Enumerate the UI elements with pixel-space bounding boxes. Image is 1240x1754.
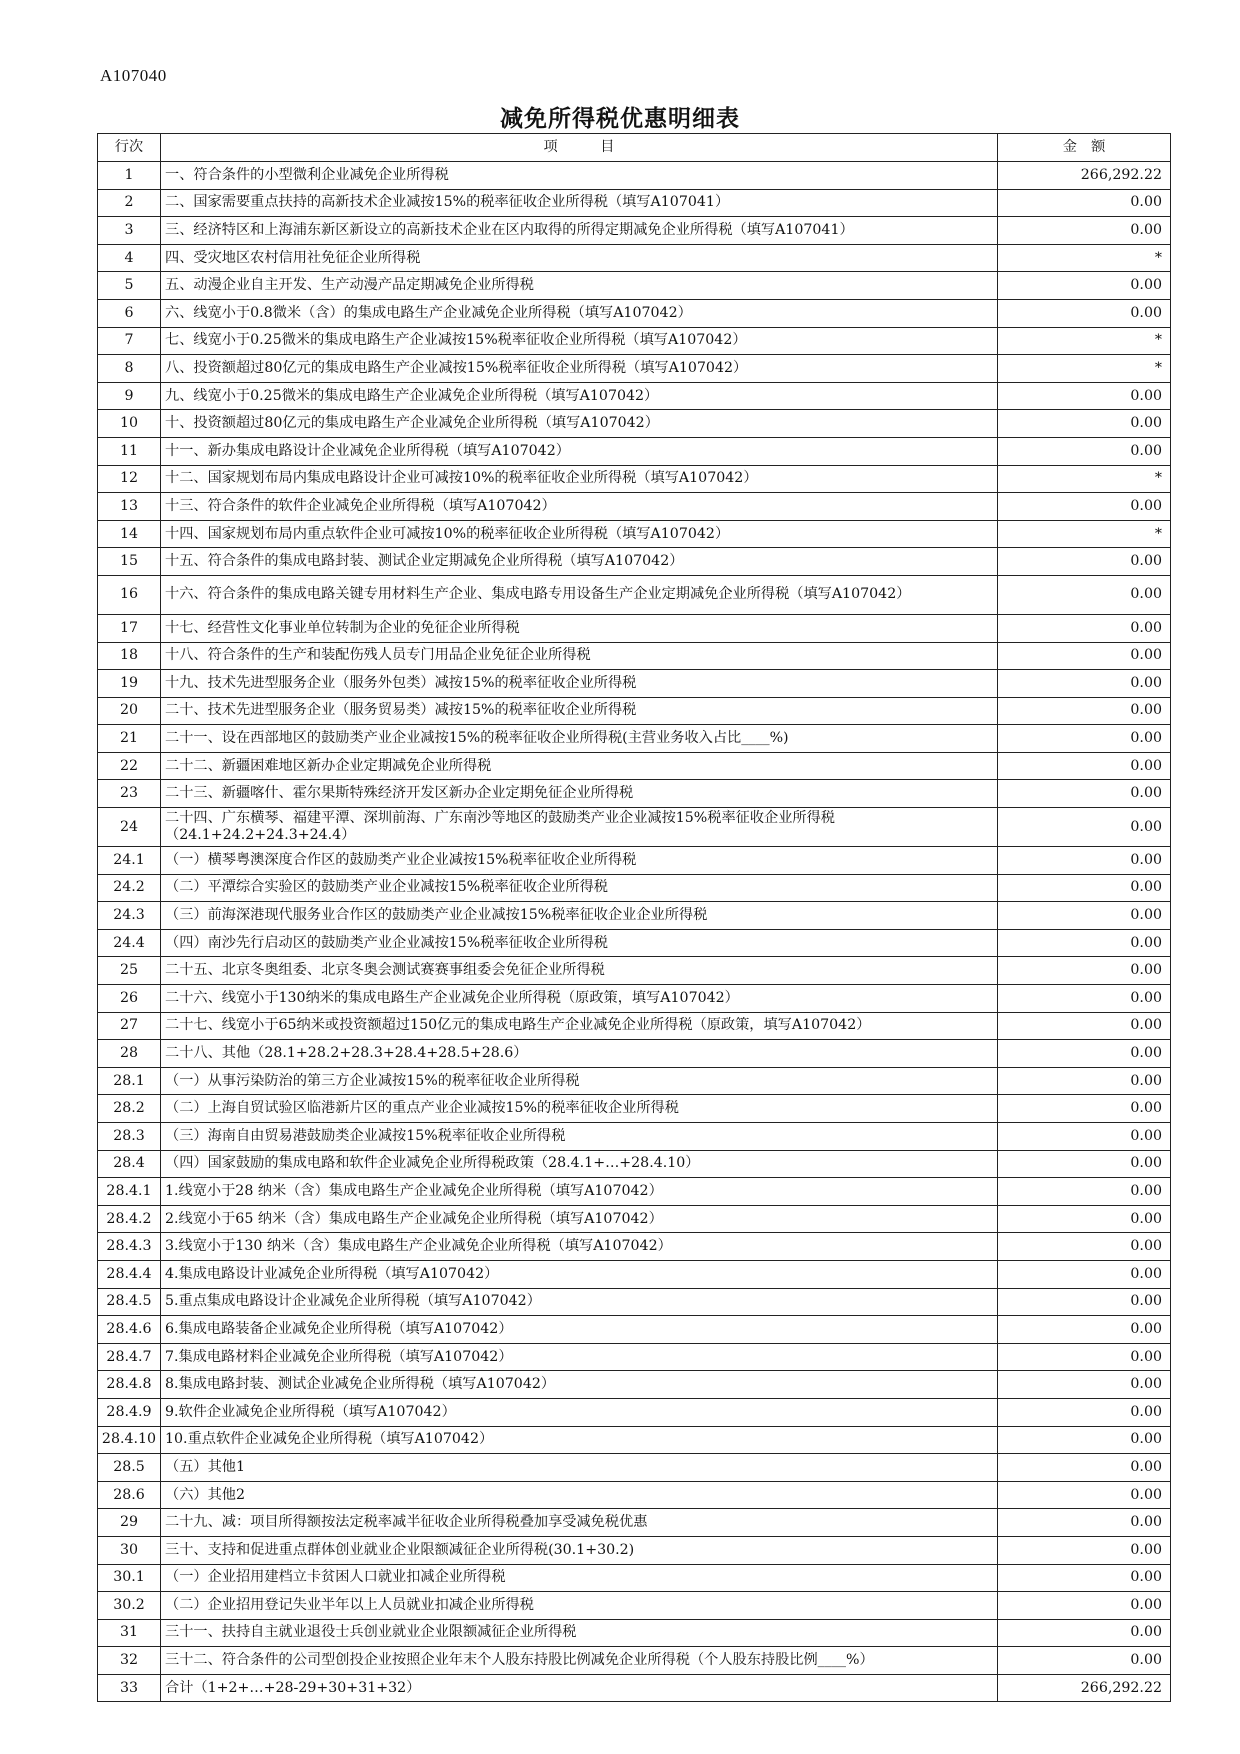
item-description-cell: 九、线宽小于0.25微米的集成电路生产企业减免企业所得税（填写A107042） — [161, 382, 998, 410]
row-number-cell: 15 — [98, 548, 161, 576]
amount-cell: 0.00 — [998, 1040, 1171, 1068]
row-number-cell: 13 — [98, 493, 161, 521]
amount-cell: 0.00 — [998, 1095, 1171, 1123]
table-row — [98, 1233, 1171, 1261]
table-row — [98, 929, 1171, 957]
table-row — [98, 327, 1171, 355]
amount-cell: 0.00 — [998, 1233, 1171, 1261]
item-description-cell: 十四、国家规划布局内重点软件企业可减按10%的税率征收企业所得税（填写A107042） — [161, 520, 998, 548]
table-row — [98, 1674, 1171, 1702]
row-number-cell: 30 — [98, 1536, 161, 1564]
item-description-cell: （二）上海自贸试验区临港新片区的重点产业企业减按15%的税率征收企业所得税 — [161, 1095, 998, 1123]
row-number-cell: 19 — [98, 670, 161, 698]
table-row — [98, 1454, 1171, 1482]
row-number-cell: 24 — [98, 808, 161, 847]
amount-cell: 0.00 — [998, 493, 1171, 521]
item-description-cell: 1.线宽小于28 纳米（含）集成电路生产企业减免企业所得税（填写A107042） — [161, 1178, 998, 1206]
table-row — [98, 957, 1171, 985]
table-body — [98, 162, 1171, 1702]
row-number-cell: 28.4.1 — [98, 1178, 161, 1206]
table-row — [98, 244, 1171, 272]
amount-cell: 0.00 — [998, 1426, 1171, 1454]
item-description-cell: 十八、符合条件的生产和装配伤残人员专门用品企业免征企业所得税 — [161, 642, 998, 670]
table-row — [98, 1592, 1171, 1620]
table-row — [98, 985, 1171, 1013]
item-description-cell: 2.线宽小于65 纳米（含）集成电路生产企业减免企业所得税（填写A107042） — [161, 1205, 998, 1233]
amount-cell: 0.00 — [998, 642, 1171, 670]
amount-cell: 0.00 — [998, 1205, 1171, 1233]
item-description-cell: 二十一、设在西部地区的鼓励类产业企业减按15%的税率征收企业所得税(主营业务收入占比____%) — [161, 725, 998, 753]
amount-cell: 0.00 — [998, 1178, 1171, 1206]
table-row — [98, 1647, 1171, 1675]
table-row — [98, 575, 1171, 614]
item-description-cell: 二、国家需要重点扶持的高新技术企业减按15%的税率征收企业所得税（填写A107041） — [161, 189, 998, 217]
amount-cell: 0.00 — [998, 780, 1171, 808]
row-number-cell: 32 — [98, 1647, 161, 1675]
table-row — [98, 465, 1171, 493]
row-number-cell: 11 — [98, 437, 161, 465]
row-number-cell: 30.1 — [98, 1564, 161, 1592]
tax-reduction-detail-table — [97, 133, 1171, 1702]
row-number-cell: 27 — [98, 1012, 161, 1040]
table-row — [98, 1564, 1171, 1592]
table-row — [98, 874, 1171, 902]
amount-cell: 0.00 — [998, 985, 1171, 1013]
amount-cell: * — [998, 465, 1171, 493]
row-number-cell: 28.6 — [98, 1481, 161, 1509]
table-row — [98, 1150, 1171, 1178]
row-number-cell: 26 — [98, 985, 161, 1013]
item-description-cell: 3.线宽小于130 纳米（含）集成电路生产企业减免企业所得税（填写A107042） — [161, 1233, 998, 1261]
table-row — [98, 1371, 1171, 1399]
item-description-cell: 十六、符合条件的集成电路关键专用材料生产企业、集成电路专用设备生产企业定期减免企业所得税（填写A107042） — [161, 575, 998, 614]
row-number-cell: 29 — [98, 1509, 161, 1537]
table-row — [98, 1067, 1171, 1095]
item-description-cell: 三十、支持和促进重点群体创业就业企业限额减征企业所得税(30.1+30.2) — [161, 1536, 998, 1564]
amount-cell: 0.00 — [998, 697, 1171, 725]
item-description-cell: 七、线宽小于0.25微米的集成电路生产企业减按15%税率征收企业所得税（填写A107042） — [161, 327, 998, 355]
row-number-cell: 28.4.9 — [98, 1398, 161, 1426]
table-row — [98, 189, 1171, 217]
row-number-cell: 5 — [98, 272, 161, 300]
amount-cell: * — [998, 244, 1171, 272]
amount-cell: 0.00 — [998, 752, 1171, 780]
row-number-cell: 28.4.10 — [98, 1426, 161, 1454]
item-description-cell: 一、符合条件的小型微利企业减免企业所得税 — [161, 162, 998, 190]
row-number-cell: 17 — [98, 614, 161, 642]
item-description-cell: 三、经济特区和上海浦东新区新设立的高新技术企业在区内取得的所得定期减免企业所得税（填写A107041） — [161, 217, 998, 245]
table-row — [98, 493, 1171, 521]
item-description-cell: 十九、技术先进型服务企业（服务外包类）减按15%的税率征收企业所得税 — [161, 670, 998, 698]
item-description-cell: （一）从事污染防治的第三方企业减按15%的税率征收企业所得税 — [161, 1067, 998, 1095]
row-number-cell: 21 — [98, 725, 161, 753]
amount-cell: 0.00 — [998, 929, 1171, 957]
amount-cell: 0.00 — [998, 410, 1171, 438]
table-row — [98, 162, 1171, 190]
item-description-cell: 十二、国家规划布局内集成电路设计企业可减按10%的税率征收企业所得税（填写A107042） — [161, 465, 998, 493]
amount-cell: 0.00 — [998, 189, 1171, 217]
item-description-cell: 六、线宽小于0.8微米（含）的集成电路生产企业减免企业所得税（填写A107042） — [161, 299, 998, 327]
amount-cell: * — [998, 520, 1171, 548]
amount-cell: 0.00 — [998, 614, 1171, 642]
row-number-cell: 28.4.3 — [98, 1233, 161, 1261]
row-number-cell: 23 — [98, 780, 161, 808]
item-description-cell: 二十九、减：项目所得额按法定税率减半征收企业所得税叠加享受减免税优惠 — [161, 1509, 998, 1537]
table-row — [98, 1481, 1171, 1509]
item-description-cell: 10.重点软件企业减免企业所得税（填写A107042） — [161, 1426, 998, 1454]
amount-cell: 0.00 — [998, 808, 1171, 847]
item-description-cell: 二十五、北京冬奥组委、北京冬奥会测试赛赛事组委会免征企业所得税 — [161, 957, 998, 985]
amount-cell: 0.00 — [998, 902, 1171, 930]
row-number-cell: 24.1 — [98, 847, 161, 875]
row-number-cell: 33 — [98, 1674, 161, 1702]
amount-cell: 0.00 — [998, 382, 1171, 410]
table-row — [98, 752, 1171, 780]
table-row — [98, 847, 1171, 875]
table-row — [98, 1509, 1171, 1537]
table-row — [98, 1095, 1171, 1123]
row-number-cell: 28.2 — [98, 1095, 161, 1123]
amount-cell: 0.00 — [998, 1454, 1171, 1482]
amount-cell: 0.00 — [998, 1012, 1171, 1040]
amount-cell: 0.00 — [998, 272, 1171, 300]
item-description-cell: 十一、新办集成电路设计企业减免企业所得税（填写A107042） — [161, 437, 998, 465]
table-row — [98, 299, 1171, 327]
table-row — [98, 808, 1171, 847]
row-number-cell: 28.4.7 — [98, 1343, 161, 1371]
item-description-cell: 十、投资额超过80亿元的集成电路生产企业减免企业所得税（填写A107042） — [161, 410, 998, 438]
table-row — [98, 1040, 1171, 1068]
amount-cell: 0.00 — [998, 1150, 1171, 1178]
amount-cell: 0.00 — [998, 217, 1171, 245]
item-description-cell: （一）企业招用建档立卡贫困人口就业扣减企业所得税 — [161, 1564, 998, 1592]
table-header-row — [98, 134, 1171, 162]
table-row — [98, 355, 1171, 383]
amount-cell: 0.00 — [998, 1316, 1171, 1344]
amount-cell: * — [998, 327, 1171, 355]
item-description-cell: 7.集成电路材料企业减免企业所得税（填写A107042） — [161, 1343, 998, 1371]
item-description-cell: （二）平潭综合实验区的鼓励类产业企业减按15%税率征收企业所得税 — [161, 874, 998, 902]
row-number-cell: 22 — [98, 752, 161, 780]
row-number-cell: 24.4 — [98, 929, 161, 957]
row-number-cell: 18 — [98, 642, 161, 670]
row-number-cell: 16 — [98, 575, 161, 614]
item-description-cell: 6.集成电路装备企业减免企业所得税（填写A107042） — [161, 1316, 998, 1344]
row-number-cell: 24.2 — [98, 874, 161, 902]
amount-cell: 0.00 — [998, 1592, 1171, 1620]
table-row — [98, 1012, 1171, 1040]
item-description-cell: （一）横琴粤澳深度合作区的鼓励类产业企业减按15%税率征收企业所得税 — [161, 847, 998, 875]
amount-cell: 0.00 — [998, 874, 1171, 902]
item-description-cell: 5.重点集成电路设计企业减免企业所得税（填写A107042） — [161, 1288, 998, 1316]
item-description-cell: 十七、经营性文化事业单位转制为企业的免征企业所得税 — [161, 614, 998, 642]
row-number-cell: 28.4.8 — [98, 1371, 161, 1399]
table-row — [98, 382, 1171, 410]
table-row — [98, 1398, 1171, 1426]
table-row — [98, 1123, 1171, 1151]
row-number-cell: 28.3 — [98, 1123, 161, 1151]
row-number-cell: 28.4 — [98, 1150, 161, 1178]
row-number-cell: 4 — [98, 244, 161, 272]
header-amount: 金 额 — [998, 134, 1171, 162]
row-number-cell: 28.4.5 — [98, 1288, 161, 1316]
row-number-cell: 7 — [98, 327, 161, 355]
amount-cell: 0.00 — [998, 548, 1171, 576]
amount-cell: 0.00 — [998, 1536, 1171, 1564]
row-number-cell: 2 — [98, 189, 161, 217]
row-number-cell: 14 — [98, 520, 161, 548]
item-description-cell: 二十八、其他（28.1+28.2+28.3+28.4+28.5+28.6） — [161, 1040, 998, 1068]
amount-cell: 0.00 — [998, 1619, 1171, 1647]
amount-cell: 0.00 — [998, 1260, 1171, 1288]
amount-cell: 0.00 — [998, 957, 1171, 985]
row-number-cell: 1 — [98, 162, 161, 190]
row-number-cell: 6 — [98, 299, 161, 327]
item-description-cell: （二）企业招用登记失业半年以上人员就业扣减企业所得税 — [161, 1592, 998, 1620]
item-description-cell: （三）海南自由贸易港鼓励类企业减按15%税率征收企业所得税 — [161, 1123, 998, 1151]
table-row — [98, 1536, 1171, 1564]
amount-cell: 0.00 — [998, 1647, 1171, 1675]
page-title: 减免所得税优惠明细表 — [500, 105, 740, 132]
item-description-cell: 二十六、线宽小于130纳米的集成电路生产企业减免企业所得税（原政策，填写A107042） — [161, 985, 998, 1013]
row-number-cell: 12 — [98, 465, 161, 493]
row-number-cell: 24.3 — [98, 902, 161, 930]
row-number-cell: 20 — [98, 697, 161, 725]
item-description-cell: 合计（1+2+…+28-29+30+31+32） — [161, 1674, 998, 1702]
item-description-cell: 4.集成电路设计业减免企业所得税（填写A107042） — [161, 1260, 998, 1288]
table-row — [98, 1288, 1171, 1316]
table-row — [98, 670, 1171, 698]
item-description-cell: 二十四、广东横琴、福建平潭、深圳前海、广东南沙等地区的鼓励类产业企业减按15%税率征收企业所得税（24.1+24.2+24.3+24.4） — [161, 808, 998, 847]
amount-cell: 0.00 — [998, 1343, 1171, 1371]
table-row — [98, 1619, 1171, 1647]
row-number-cell: 28.4.2 — [98, 1205, 161, 1233]
item-description-cell: 十五、符合条件的集成电路封装、测试企业定期减免企业所得税（填写A107042） — [161, 548, 998, 576]
amount-cell: 0.00 — [998, 1288, 1171, 1316]
row-number-cell: 28.5 — [98, 1454, 161, 1482]
table-row — [98, 548, 1171, 576]
item-description-cell: 五、动漫企业自主开发、生产动漫产品定期减免企业所得税 — [161, 272, 998, 300]
row-number-cell: 28.4.6 — [98, 1316, 161, 1344]
table-row — [98, 520, 1171, 548]
table-row — [98, 725, 1171, 753]
header-row-no: 行次 — [98, 134, 161, 162]
table-row — [98, 437, 1171, 465]
table-row — [98, 272, 1171, 300]
item-description-cell: （五）其他1 — [161, 1454, 998, 1482]
amount-cell: 266,292.22 — [998, 1674, 1171, 1702]
item-description-cell: 二十三、新疆喀什、霍尔果斯特殊经济开发区新办企业定期免征企业所得税 — [161, 780, 998, 808]
row-number-cell: 30.2 — [98, 1592, 161, 1620]
table-row — [98, 1205, 1171, 1233]
item-description-cell: （四）国家鼓励的集成电路和软件企业减免企业所得税政策（28.4.1+…+28.4.10） — [161, 1150, 998, 1178]
form-code: A107040 — [100, 66, 167, 85]
row-number-cell: 25 — [98, 957, 161, 985]
amount-cell: 0.00 — [998, 670, 1171, 698]
item-description-cell: （六）其他2 — [161, 1481, 998, 1509]
amount-cell: 0.00 — [998, 575, 1171, 614]
table-row — [98, 410, 1171, 438]
table-row — [98, 1343, 1171, 1371]
row-number-cell: 28.1 — [98, 1067, 161, 1095]
amount-cell: 0.00 — [998, 847, 1171, 875]
table-row — [98, 1426, 1171, 1454]
amount-cell: 0.00 — [998, 1564, 1171, 1592]
amount-cell: * — [998, 355, 1171, 383]
amount-cell: 266,292.22 — [998, 162, 1171, 190]
row-number-cell: 9 — [98, 382, 161, 410]
item-description-cell: 四、受灾地区农村信用社免征企业所得税 — [161, 244, 998, 272]
table-row — [98, 614, 1171, 642]
table-row — [98, 1260, 1171, 1288]
item-description-cell: 三十二、符合条件的公司型创投企业按照企业年末个人股东持股比例减免企业所得税（个人股东持股比例____%） — [161, 1647, 998, 1675]
amount-cell: 0.00 — [998, 1123, 1171, 1151]
item-description-cell: 二十七、线宽小于65纳米或投资额超过150亿元的集成电路生产企业减免企业所得税（原政策，填写A107042） — [161, 1012, 998, 1040]
row-number-cell: 28 — [98, 1040, 161, 1068]
amount-cell: 0.00 — [998, 299, 1171, 327]
amount-cell: 0.00 — [998, 1398, 1171, 1426]
table-row — [98, 1316, 1171, 1344]
amount-cell: 0.00 — [998, 725, 1171, 753]
table-row — [98, 1178, 1171, 1206]
item-description-cell: 9.软件企业减免企业所得税（填写A107042） — [161, 1398, 998, 1426]
item-description-cell: 十三、符合条件的软件企业减免企业所得税（填写A107042） — [161, 493, 998, 521]
amount-cell: 0.00 — [998, 1371, 1171, 1399]
amount-cell: 0.00 — [998, 1067, 1171, 1095]
amount-cell: 0.00 — [998, 1481, 1171, 1509]
header-item: 项 目 — [161, 134, 998, 162]
row-number-cell: 31 — [98, 1619, 161, 1647]
table-row — [98, 697, 1171, 725]
item-description-cell: 二十、技术先进型服务企业（服务贸易类）减按15%的税率征收企业所得税 — [161, 697, 998, 725]
amount-cell: 0.00 — [998, 1509, 1171, 1537]
table-row — [98, 642, 1171, 670]
row-number-cell: 10 — [98, 410, 161, 438]
item-description-cell: （四）南沙先行启动区的鼓励类产业企业减按15%税率征收企业所得税 — [161, 929, 998, 957]
item-description-cell: 8.集成电路封装、测试企业减免企业所得税（填写A107042） — [161, 1371, 998, 1399]
item-description-cell: （三）前海深港现代服务业合作区的鼓励类产业企业减按15%税率征收企业企业所得税 — [161, 902, 998, 930]
table-row — [98, 902, 1171, 930]
item-description-cell: 三十一、扶持自主就业退役士兵创业就业企业限额减征企业所得税 — [161, 1619, 998, 1647]
table-row — [98, 780, 1171, 808]
item-description-cell: 八、投资额超过80亿元的集成电路生产企业减按15%税率征收企业所得税（填写A107042） — [161, 355, 998, 383]
amount-cell: 0.00 — [998, 437, 1171, 465]
row-number-cell: 28.4.4 — [98, 1260, 161, 1288]
table-row — [98, 217, 1171, 245]
item-description-cell: 二十二、新疆困难地区新办企业定期减免企业所得税 — [161, 752, 998, 780]
row-number-cell: 8 — [98, 355, 161, 383]
row-number-cell: 3 — [98, 217, 161, 245]
